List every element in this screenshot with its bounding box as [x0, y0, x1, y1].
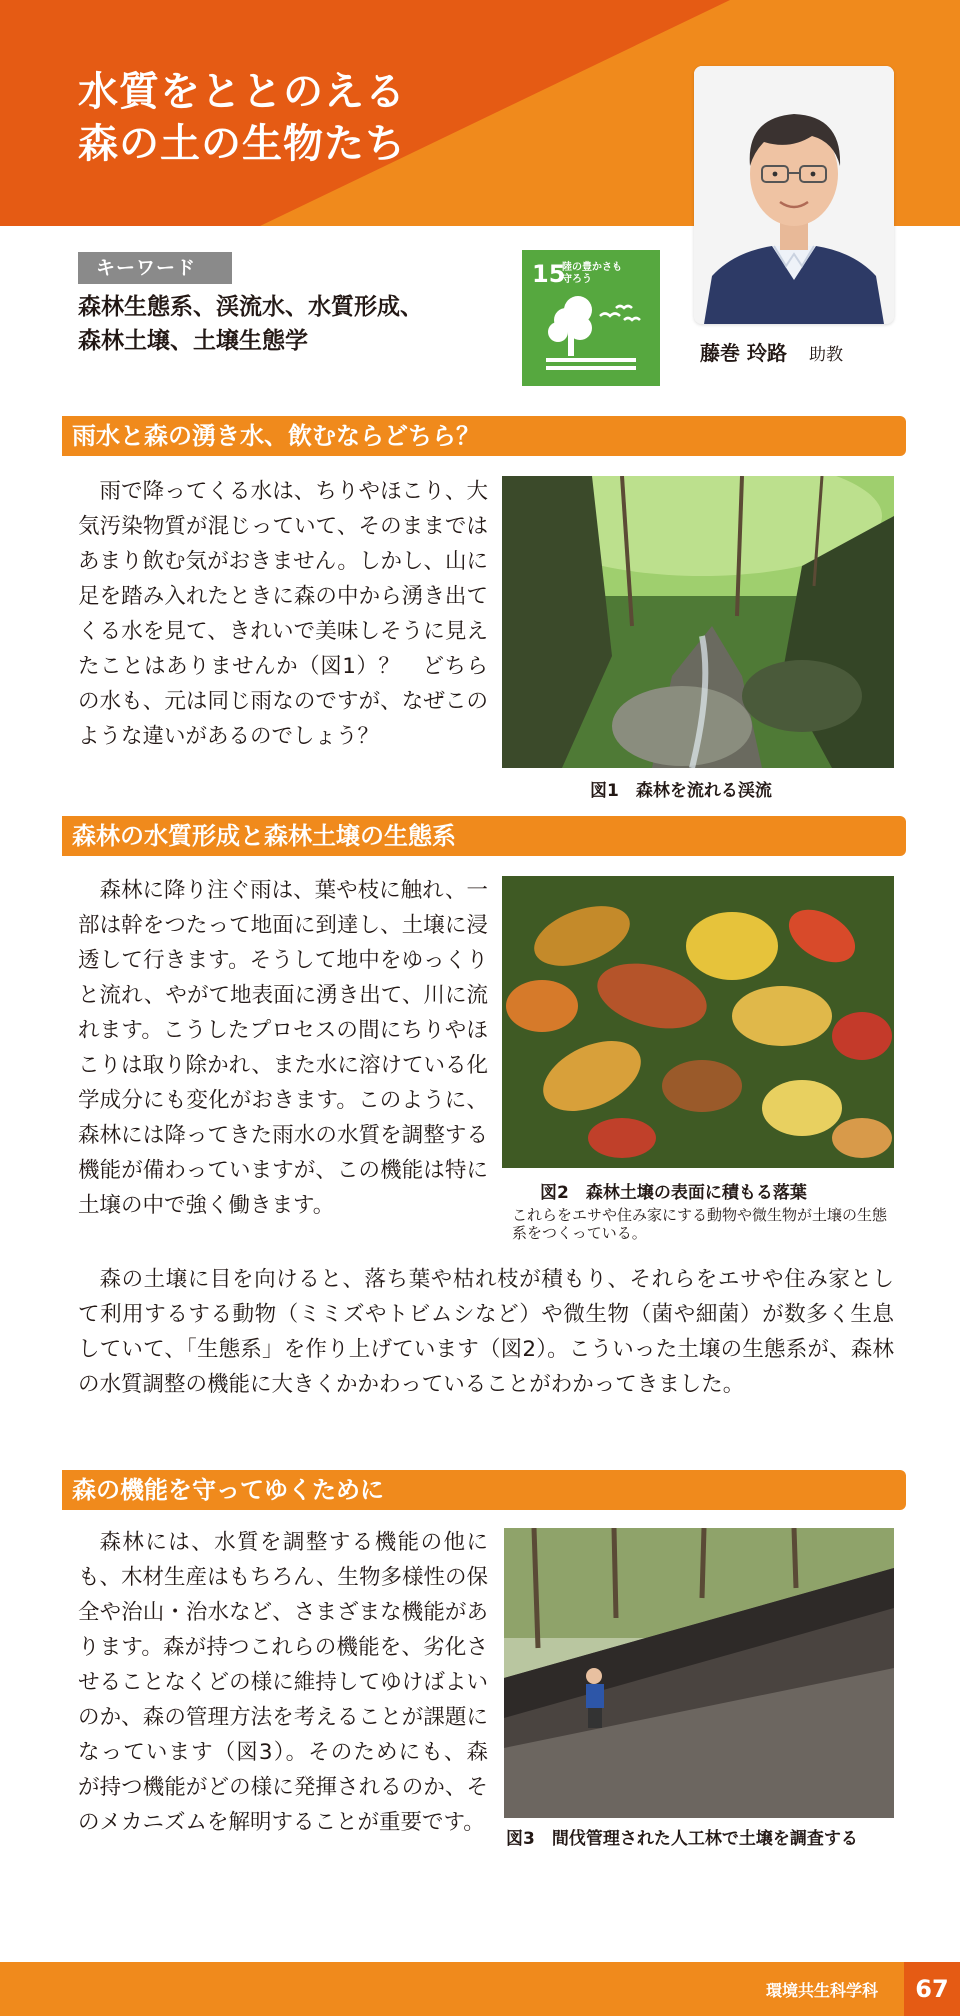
figure-3-caption: 図3 間伐管理された人工林で土壌を調査する [506, 1829, 858, 1849]
sdg-15-badge [522, 250, 660, 386]
keyword-line-2: 森林土壌、土壌生態学 [78, 328, 308, 354]
figure-2-subcaption: これらをエサや住み家にする動物や微生物が土壌の生態系をつくっている。 [512, 1206, 888, 1242]
sdg-number: 15 [532, 260, 566, 288]
title-line-2: 森の土の生物たち [78, 121, 406, 167]
forest-stream-image [502, 476, 894, 768]
page-number: 67 [904, 1962, 960, 2016]
title-line-1: 水質をととのえる [78, 69, 406, 115]
portrait-illustration [694, 66, 894, 324]
soil-survey-image [504, 1528, 894, 1818]
figure-3-photo [504, 1528, 894, 1818]
figure-2-caption: 図2 森林土壌の表面に積もる落葉 [540, 1183, 807, 1203]
footer-bar [0, 1962, 960, 2016]
figure-1-photo [502, 476, 894, 768]
tree-birds-icon [522, 250, 660, 386]
figure-2-photo [502, 876, 894, 1168]
fallen-leaves-image [502, 876, 894, 1168]
sdg-label-line-2: 守ろう [562, 274, 592, 285]
section-2-body: 森林に降り注ぐ雨は、葉や枝に触れ、一部は幹をつたって地面に到達し、土壌に浸透して行きます。そうして地中をゆっくりと流れ、やがて地表面に湧き出て、川に流れます。こうしたプロセスの間にちりやほこりは取り除かれ、また水に溶けている化学成分にも変化がおきます。このように、森林には降ってきた雨水の水質を調整する機能が備わっていますが、この機能は特に土壌の中で強く働きます。 [78, 878, 488, 1218]
section-1-body: 雨で降ってくる水は、ちりやほこり、大気汚染物質が混じっていて、そのままではあまり飲む気がおきません。しかし、山に足を踏み入れたときに森の中から湧き出てくる水を見て、きれいで美味しそうに見えたことはありませんか（図1）？ どちらの水も、元は同じ雨なのですが、なぜこのような違いがあるのでしょう？ [78, 479, 488, 749]
keyword-list [78, 290, 498, 358]
author-name-block [700, 337, 900, 366]
page-title [78, 66, 406, 170]
section-1-heading: 雨水と森の湧き水、飲むならどちら？ [62, 416, 906, 456]
footer-department: 環境共生科学科 [765, 1981, 878, 2000]
section-2-heading: 森林の水質形成と森林土壌の生態系 [62, 816, 906, 856]
keyword-badge: キーワード [78, 252, 232, 284]
section-2-body-continued: 森の土壌に目を向けると、落ち葉や枯れ枝が積もり、それらをエサや住み家として利用するする動物（ミミズやトビムシなど）や微生物（菌や細菌）が数多く生息していて、「生態系」を作り上げています（図2）。こういった土壌の生態系が、森林の水質調整の機能に大きくかかわっていることがわかってきました。 [78, 1267, 894, 1397]
figure-1-caption: 図1 森林を流れる渓流 [590, 781, 772, 801]
section-3-body: 森林には、水質を調整する機能の他にも、木材生産はもちろん、生物多様性の保全や治山・治水など、さまざまな機能があります。森が持つこれらの機能を、劣化させることなくどの様に維持してゆけばよいのか、森の管理方法を考えることが課題になっています（図3）。そのためにも、森が持つ機能がどの様に発揮されるのか、そのメカニズムを解明することが重要です。 [78, 1530, 488, 1835]
author-role: 助教 [808, 345, 843, 365]
author-name: 藤巻 玲路 [700, 341, 787, 365]
sdg-label-line-1: 陸の豊かさも [562, 262, 622, 273]
section-3-heading: 森の機能を守ってゆくために [62, 1470, 906, 1510]
author-portrait [694, 66, 894, 324]
keyword-line-1: 森林生態系、渓流水、水質形成、 [78, 294, 423, 320]
